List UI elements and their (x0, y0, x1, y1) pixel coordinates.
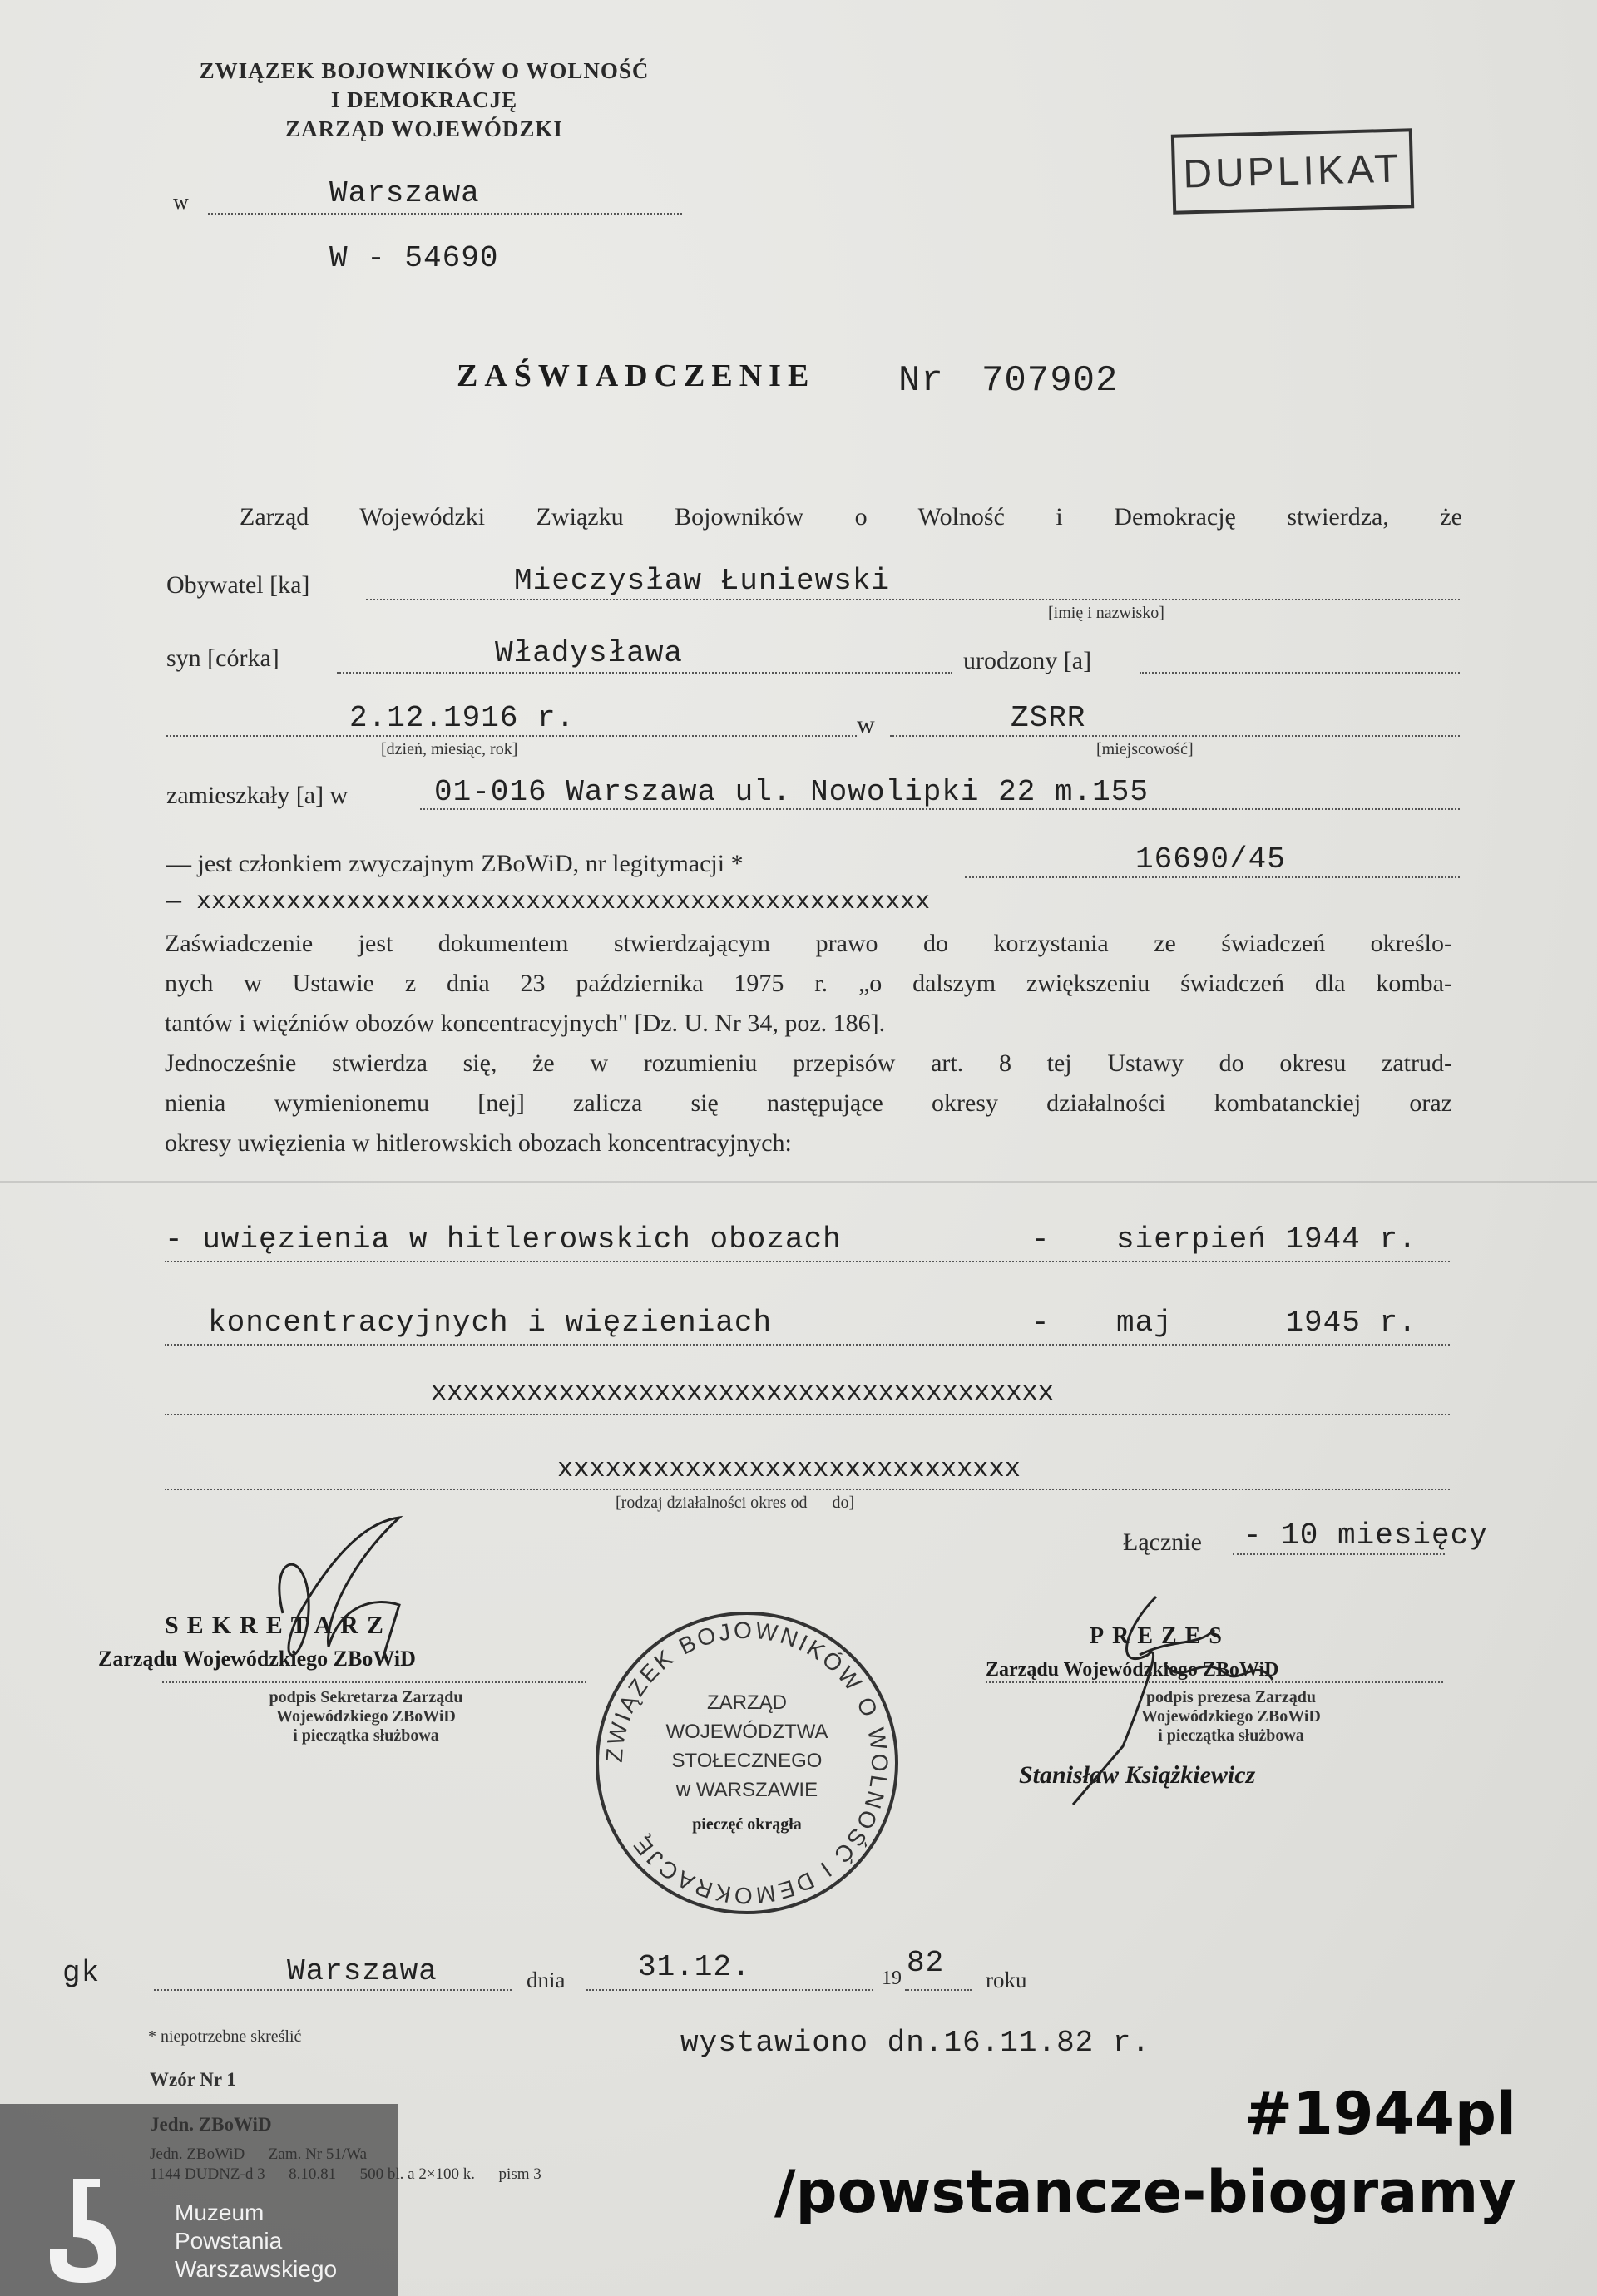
hashtag: #1944pl (1243, 2080, 1516, 2148)
intro-text: Zarząd Wojewódzki Związku Bojowników o Wolność i Demokrację stwierdza, że (240, 503, 1462, 531)
title-nr: Nr (898, 360, 944, 402)
birth-date-hint: [dzień, miesiąc, rok] (381, 740, 518, 758)
president-title: PREZES (1090, 1623, 1230, 1649)
city: Warszawa (329, 176, 480, 210)
birth-date: 2.12.1916 r. (349, 701, 576, 735)
period-1-description: - uwięzienia w hitlerowskich obozach (165, 1222, 842, 1257)
secretary-caption: podpis Sekretarza Zarządu Wojewódzkiego ZBoWiD i pieczątka służbowa (269, 1688, 463, 1745)
seal-center-1: ZARZĄD (707, 1691, 787, 1714)
museum-name: Muzeum Powstania Warszawskiego (175, 2200, 338, 2282)
footer-year: 82 (907, 1946, 945, 1980)
org-line-1: ZWIĄZEK BOJOWNIKÓW O WOLNOŚĆ (199, 58, 650, 83)
birth-place-hint: [miejscowość] (1096, 740, 1194, 758)
footer-roku: roku (986, 1968, 1027, 1992)
footer-dnia: dnia (527, 1968, 566, 1992)
child-of-label: syn [córka] (166, 644, 279, 672)
president-name: Stanisław Książkiewicz (1019, 1761, 1256, 1789)
period-2-description: koncentracyjnych i więzieniach (208, 1306, 773, 1340)
seal-ring-text: ZWIĄZEK BOJOWNIKÓW O WOLNOŚĆ I DEMOKRACJĘ (601, 1617, 893, 1909)
citizen-name: Mieczysław Łuniewski (514, 564, 891, 598)
title-label: ZAŚWIADCZENIE (457, 358, 816, 393)
certificate-number: 707902 (981, 360, 1119, 402)
address-label: zamieszkały [a] w (166, 782, 349, 809)
period-3-struck: xxxxxxxxxxxxxxxxxxxxxxxxxxxxxxxxxxxxxxx (431, 1377, 1054, 1408)
secretary-title: SEKRETARZ (165, 1612, 392, 1639)
footer-gk: gk (62, 1956, 101, 1990)
footnote: * niepotrzebne skreślić (148, 2027, 302, 2046)
period-1-date: sierpień 1944 r. (1116, 1222, 1417, 1257)
struck-line: — xxxxxxxxxxxxxxxxxxxxxxxxxxxxxxxxxxxxxxxxxxxxxxxxx (166, 888, 931, 916)
fold-line (0, 1181, 1597, 1183)
seal-overprint: pieczęć okrągła (692, 1815, 802, 1834)
period-4-struck: xxxxxxxxxxxxxxxxxxxxxxxxxxxxx (557, 1454, 1021, 1484)
duplicate-stamp: DUPLIKAT (1171, 128, 1414, 215)
secretary-signature (250, 1513, 532, 1680)
president-caption: podpis prezesa Zarządu Wojewódzkiego ZBoWiD i pieczątka służbowa (1141, 1688, 1321, 1745)
unit-label: Jedn. ZBoWiD (150, 2114, 272, 2135)
official-seal (589, 1605, 905, 1921)
period-2-date: maj 1945 r. (1116, 1306, 1417, 1340)
issued-date: wystawiono dn.16.11.82 r. (680, 2026, 1151, 2060)
birth-place: ZSRR (1011, 701, 1086, 735)
period-hint: [rodzaj działalności okres od — do] (616, 1494, 855, 1512)
citizen-label: Obywatel [ka] (166, 571, 310, 599)
w-label: w (173, 190, 189, 214)
period-1-dash: - (1031, 1222, 1051, 1257)
citizen-hint: [imię i nazwisko] (1048, 604, 1164, 622)
body-line: Zaświadczenie jest dokumentem stwierdzającym prawo do korzystania ze świadczeń określo- (165, 930, 1452, 957)
address-value: 01-016 Warszawa ul. Nowolipki 22 m.155 (434, 775, 1149, 809)
footer-place: Warszawa (287, 1954, 438, 1988)
seal-center-2: WOJEWÓDZTWA (665, 1721, 828, 1743)
print-line-2: 1144 DUDNZ-d 3 — 8.10.81 — 500 bl. a 2×100 k. — pism 3 (150, 2165, 541, 2183)
birth-w: w (857, 711, 875, 738)
total-label: Łącznie (1123, 1528, 1202, 1556)
born-label: urodzony [a] (963, 647, 1092, 674)
parent-name: Władysława (495, 636, 684, 670)
reference-number: W - 54690 (329, 241, 499, 275)
secretary-org: Zarządu Wojewódzkiego ZBoWiD (98, 1647, 416, 1671)
seal-center-3: STOŁECZNEGO (671, 1750, 823, 1772)
org-line-3: ZARZĄD WOJEWÓDZKI (285, 116, 563, 141)
model-number: Wzór Nr 1 (150, 2069, 236, 2090)
body-line: tantów i więźniów obozów koncentracyjnych" [Dz. U. Nr 34, poz. 186]. (165, 1010, 886, 1037)
total-value: - 10 miesięcy (1243, 1518, 1488, 1553)
print-line-1: Jedn. ZBoWiD — Zam. Nr 51/Wa (150, 2145, 368, 2163)
body-line: okresy uwięzienia w hitlerowskich obozach koncentracyjnych: (165, 1129, 792, 1157)
membership-number: 16690/45 (1135, 842, 1286, 876)
president-org: Zarządu Wojewódzkiego ZBoWiD (986, 1659, 1279, 1681)
body-line: nych w Ustawie z dnia 23 października 1975 r. „o dalszym zwiększeniu świadczeń dla komba- (165, 970, 1452, 997)
period-2-dash: - (1031, 1306, 1051, 1340)
seal-center-4: w WARSZAWIE (675, 1779, 818, 1801)
footer-year-prefix: 19 (882, 1968, 902, 1989)
biography-path: /powstancze-biogramy (774, 2158, 1516, 2226)
footer-date: 31.12. (638, 1950, 751, 1984)
body-line: nienia wymienionemu [nej] zalicza się następujące okresy działalności kombatanckiej oraz (165, 1089, 1452, 1117)
body-line: Jednocześnie stwierdza się, że w rozumieniu przepisów art. 8 tej Ustawy do okresu zatrud- (165, 1049, 1452, 1077)
anchor-kotwica-icon (50, 2170, 125, 2287)
org-line-2: I DEMOKRACJĘ (330, 87, 518, 112)
president-signature (1056, 1580, 1306, 1813)
member-label: — jest członkiem zwyczajnym ZBoWiD, nr legitymacji * (166, 850, 744, 877)
